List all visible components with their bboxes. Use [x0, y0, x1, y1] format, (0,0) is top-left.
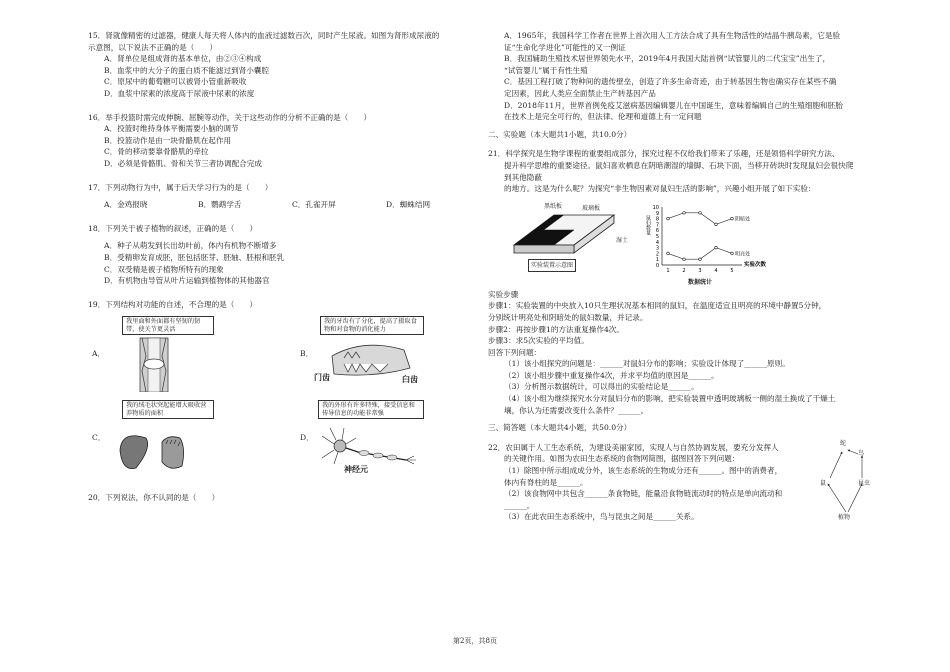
q19-b-label-molar: 臼齿 [402, 374, 418, 385]
chart-y-tick-label: 10 [652, 204, 659, 211]
q15-stem-line1: 15．肾就像精密的过滤器，健康人每天将人体内的血液过滤数百次，同时产生尿液。如图为肾形成尿液的 [88, 31, 440, 40]
q19-note-a: 我里面和外面都有坚韧的韧带，使关节更灵活 [122, 316, 214, 335]
chart-x-tick-label: 3 [698, 267, 702, 274]
food-web [818, 438, 878, 522]
chart-y-tick-label: 7 [655, 222, 659, 229]
apparatus-label-wet-soil: 湿土 [616, 236, 629, 244]
q16-option-d[interactable]: D．必须是骨骼肌、骨和关节三者协调配合完成 [104, 158, 262, 168]
q18-option-b[interactable]: B．受精卵发育成胚，胚包括胚芽、胚轴、胚根和胚乳 [104, 252, 285, 262]
q19-figure-c [106, 400, 206, 476]
q17-option-b[interactable]: B．鹦鹉学舌 [198, 200, 242, 210]
q21-sub-2[interactable]: （2）该小组步骤中重复操作4次，并求平均值的原因是______。 [504, 370, 719, 380]
step-3: 步骤3：求5次实验的平均值。 [488, 336, 589, 346]
q16-option-b[interactable]: B．投篮动作是由一块骨骼肌在起作用 [104, 135, 232, 145]
question-16 [88, 112, 488, 170]
q18-option-d[interactable]: D．有机物由导管从叶片运输到植物体的其他器官 [104, 276, 270, 286]
apparatus-label-glass: 玻璃板 [582, 204, 601, 212]
q22-sub-2-line2: ______。 [504, 500, 535, 510]
chart-x-tick-label: 5 [730, 267, 734, 274]
chart-y-tick-label: 0 [655, 262, 659, 269]
q15-option-b[interactable]: B．血浆中的大分子的蛋白质不能滤过到肾小囊腔 [104, 65, 270, 75]
q21-stem-line3: 的地方。这是为什么呢？为探究“非生物因素对鼠妇生活的影响”，兴趣小组开展了如下实验： [504, 184, 816, 194]
food-web-bird: 鸟 [858, 449, 865, 457]
q19-stem: 19．下列结构对功能的自述，不合理的是（ ） [88, 299, 258, 309]
question-15 [88, 30, 488, 100]
apparatus-figure [504, 201, 634, 273]
q15-option-a[interactable]: A．肾单位是组成肾的基本单位，由②③④构成 [104, 54, 262, 64]
q17-stem: 17．下列动物行为中，属于后天学习行为的是（ ） [88, 182, 273, 192]
chart-point [715, 246, 718, 249]
q22-sub-3[interactable]: （3）在此农田生态系统中，鸟与昆虫之间是______关系。 [504, 512, 699, 522]
q22-stem-line2: 的关键作用。如图为农田生态系统的食物网简图，据图回答下列问题： [504, 454, 740, 464]
section-short-answer-title: 三、简答题（本大题共4小题，共50.0分） [488, 423, 632, 433]
section-experiment-title: 二、实验题（本大题共1小题，共10.0分） [488, 129, 632, 139]
chart-point [715, 223, 718, 226]
q22-stem-line1: 22．农田属于人工生态系统，为建设美丽家园，实现人与自然协调发展，要充分发挥人 [488, 442, 779, 452]
chart-y-tick-label: 4 [655, 239, 659, 246]
chart-y-tick-label: 9 [655, 210, 659, 217]
question-22 [488, 439, 871, 523]
chart-y-tick-label: 2 [655, 251, 659, 258]
chart-series-label: 明亮处 [735, 251, 751, 258]
q18-stem: 18．下列关于被子植物的叙述，正确的是（ ） [88, 223, 258, 233]
chart-point [683, 258, 686, 261]
q17-options [88, 199, 488, 211]
steps-title: 实验步骤 [488, 289, 519, 299]
question-20 [88, 492, 488, 504]
chart-point [699, 211, 702, 214]
line-chart [642, 201, 772, 285]
chart-point [731, 217, 734, 220]
food-web-plant: 植物 [838, 513, 851, 521]
q20-option-c-cont: 定因素，因此人类应全面禁止生产转基因产品 [504, 88, 656, 98]
q21-figures [504, 201, 860, 285]
chart-y-tick-label: 6 [655, 227, 659, 234]
chart-point [683, 211, 686, 214]
food-web-mouse: 鼠 [820, 479, 827, 487]
apparatus-label-black-board: 黑纸板 [544, 202, 563, 210]
q22-sub-2-line1[interactable]: （2）该食物网中共包含______条食物链，能量沿食物链流动时的特点是单向流动和 [504, 489, 783, 499]
question-18 [88, 223, 488, 287]
chart-x-axis-label: 实验次数 [744, 261, 767, 268]
q15-stem-line2: 示意图，以下说法不正确的是（ ） [88, 42, 218, 52]
chart-y-tick-label: 5 [655, 233, 659, 240]
q19-label-c[interactable]: C． [92, 433, 106, 443]
chart-y-tick-label: 8 [655, 216, 659, 223]
q19-note-b: 我的牙齿有了分化，提高了摄取食物和对食物的消化能力 [320, 316, 424, 335]
q21-sub-1[interactable]: （1）该小组探究的问题是：______对鼠妇分布的影响；实验设计体现了______原则。 [504, 359, 790, 369]
q20-option-b[interactable]: B．我国辅助生殖技术居世界领先水平，2019年4月我国大陆首例“试管婴儿的二代宝宝”出生了， [504, 54, 831, 64]
q16-stem: 16．举手投篮时需完成伸腕、屈腕等动作，关于这些动作的分析不正确的是（ ） [88, 112, 372, 122]
question-19 [88, 299, 488, 477]
q20-option-d[interactable]: D．2018年11月，世界首例免疫艾滋病基因编辑婴儿在中国诞生，意味着编辑自己的生殖细胞和胚胎 [504, 100, 843, 110]
q15-option-d[interactable]: D．血浆中尿素的浓度高于尿液中尿素的浓度 [104, 88, 255, 98]
chart-caption: 数据统计 [688, 278, 713, 286]
q22-sub-1-line1[interactable]: （1）除图中所示组成成分外，该生态系统的生物成分还有______。图中的消费者， [504, 466, 783, 476]
q18-option-a[interactable]: A．种子从萌发到长出幼叶前，体内有机物不断增多 [104, 241, 277, 251]
q20-stem: 20．下列说法，你不认同的是（ ） [88, 493, 220, 503]
q16-option-a[interactable]: A．投篮时维持身体平衡需要小脑的调节 [104, 124, 239, 134]
q21-sub-4-line1[interactable]: （4）该小组为继续探究水分对鼠妇分布的影响，把实验装置中透明玻璃板一侧的湿土换成了干燥土 [504, 394, 836, 404]
q19-note-d: 我的外形有许多特殊，接受信息和传导信息的功能非常强 [318, 400, 424, 419]
q17-option-c[interactable]: C．孔雀开屏 [292, 200, 336, 210]
chart-point [699, 258, 702, 261]
q21-sub-4-line2: 壤，你认为还需要改变什么条件？______。 [504, 405, 649, 415]
food-web-snake: 蛇 [840, 439, 847, 447]
chart-y-tick-label: 1 [655, 256, 659, 263]
q19-figure-b [314, 316, 424, 392]
chart-x-tick-label: 1 [666, 267, 670, 274]
q20-option-a-cont: 证“生命化学进化”可能性的又一例证 [504, 42, 626, 52]
chart-point [731, 252, 734, 255]
chart-point [667, 217, 670, 220]
q19-label-b[interactable]: B． [300, 349, 314, 359]
q19-note-c: 我的绒毛状突起能增大吸收营养物质的面积 [122, 400, 214, 419]
question-17 [88, 182, 488, 211]
page-footer: 第2页，共8页 [453, 637, 497, 645]
q19-label-a[interactable]: A． [92, 349, 106, 359]
chart-y-tick-label: 3 [655, 245, 659, 252]
q21-sub-3[interactable]: （3）分析图示数据统计，可以得出的实验结论是______。 [504, 382, 699, 392]
q20-option-a[interactable]: A．1965年，我国科学工作者在世界上首次用人工方法合成了具有生物活性的结晶牛胰岛素，它是验 [504, 31, 841, 40]
left-column [88, 30, 488, 506]
chart-series-label: 阴暗处 [735, 216, 751, 223]
chart-series-line-0 [668, 213, 732, 225]
step-1-line1: 步骤1：实验装置的中央放入10只生理状况基本相同的鼠妇，在温度适宜且明亮的环境中静置5分钟， [488, 301, 827, 311]
food-web-insect: 昆虫 [858, 479, 871, 487]
q22-sub-1-line2: 体内有脊柱的是______。 [504, 477, 588, 487]
q17-option-a[interactable]: A．金鸡报晓 [104, 200, 148, 210]
chart-x-tick-label: 4 [714, 267, 718, 274]
chart-point [667, 252, 670, 255]
q19-b-label-incisor: 门齿 [314, 372, 330, 383]
q15-option-c[interactable]: C．原尿中的葡萄糖可以被肾小管重新吸收 [104, 77, 247, 87]
answer-title: 回答下列问题： [488, 347, 542, 357]
q20-option-c[interactable]: C．基因工程打破了物种间的遗传壁垒，创造了许多生命奇迹，由于转基因生物也确实存在某些不确 [504, 77, 837, 87]
step-2: 步骤2：再按步骤1的方法重复操作4次。 [488, 324, 624, 334]
q19-figure-d [314, 400, 424, 476]
q19-d-label-neuron: 神经元 [344, 464, 368, 475]
chart-y-axis-label: 鼠妇数量 [645, 214, 651, 235]
question-21 [488, 148, 860, 416]
chart-x-tick-label: 2 [682, 267, 686, 274]
q19-label-d[interactable]: D． [300, 433, 314, 443]
q20-option-d-cont: 在技术上是完全可行的，但法律、伦理和道德上有一定问题 [504, 112, 702, 122]
right-column [488, 30, 871, 525]
q19-figure-a [106, 316, 206, 392]
q21-stem-line1: 21．科学探究是生物学课程的重要组成部分，探究过程不仅给我们带来了乐趣，还是领悟科学研究方法、 [488, 149, 840, 159]
q17-option-d[interactable]: D．蜘蛛结网 [386, 200, 431, 210]
q20-option-b-cont: “试管婴儿”属于有性生殖 [504, 65, 588, 75]
q16-option-c[interactable]: C．骨的移动要靠骨骼肌的牵拉 [104, 147, 209, 157]
data-chart [642, 201, 772, 285]
step-1-line2: 分别统计明亮处和阴暗处的鼠妇数量，并记录。 [488, 312, 648, 322]
q18-option-c[interactable]: C．双受精是被子植物所特有的现象 [104, 264, 224, 274]
q20-options [488, 30, 860, 123]
apparatus-caption: 实验装置示意图 [528, 259, 576, 273]
q21-stem-line2: 提升科学思维的重要途径。鼠妇喜欢栖息在阴暗潮湿的墙脚、石块下面，当移开砖块时发现鼠妇会很快爬到其他隐蔽 [504, 160, 854, 182]
chart-series-line-1 [668, 247, 732, 259]
